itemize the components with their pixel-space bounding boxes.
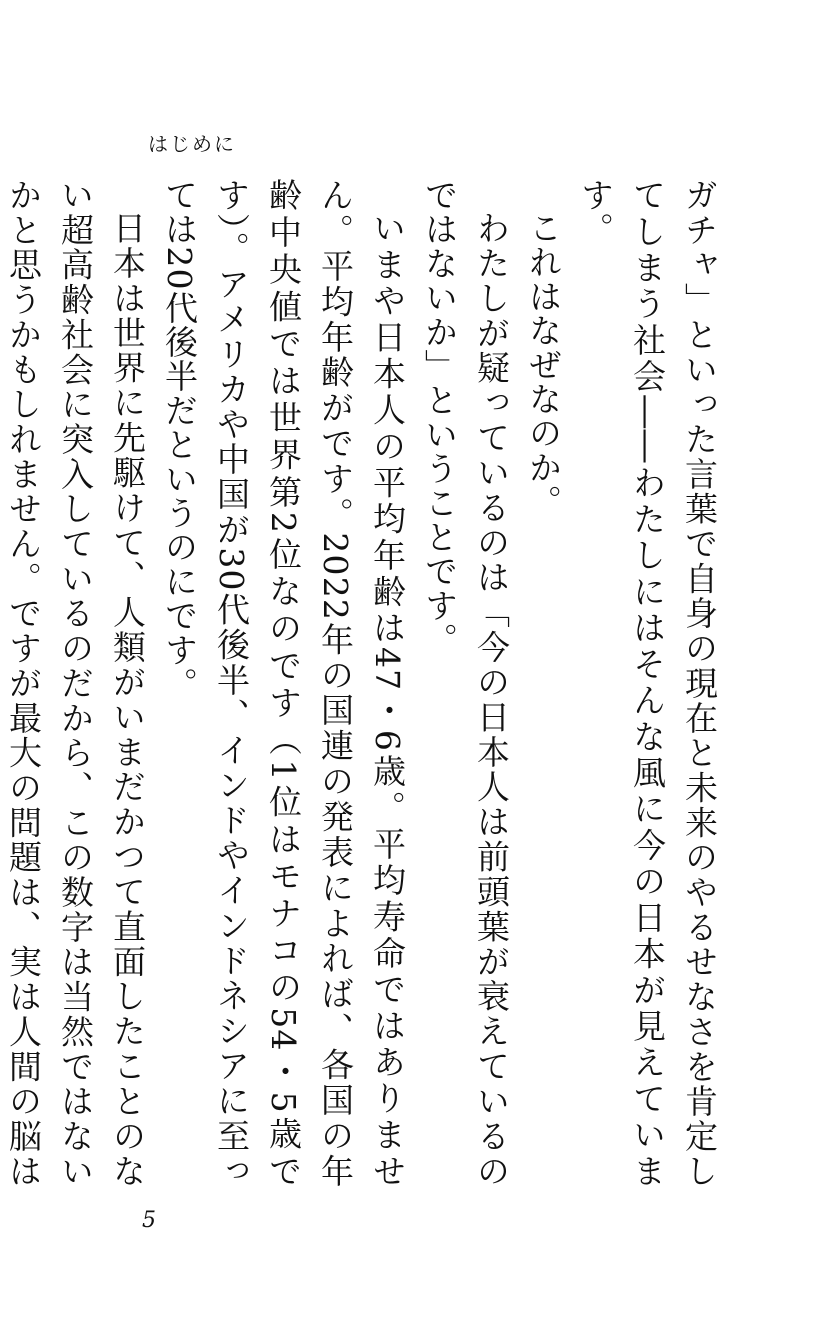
- paragraph-2: これはなぜなのか。: [524, 211, 563, 519]
- paragraph-1: ガチャ」といった言葉で自身の現在と未来のやるせなさを肯定してしまう社会――わたしにはそんな風に今の日本が見えています。: [576, 178, 719, 1188]
- vertical-body-text: [4, 178, 725, 1188]
- chapter-header: はじめに: [148, 132, 236, 156]
- paragraph-5: 日本は世界に先駆けて、人類がいまだかつて直面したことのない超高齢社会に突入しているのだから、この数字は当然ではないかと思うかもしれません。ですが最大の問題は、実は人間の脳は: [4, 178, 147, 1188]
- paragraph-3: わたしが疑っているのは「今の日本人は前頭葉が衰えているのではないか」ということです。: [420, 178, 511, 1188]
- paragraph-4: いまや日本人の平均年齢は47・6歳。平均寿命ではありません。平均年齢がです。2022年の国連の発表によれば、各国の年齢中央値では世界第2位なのです（1位はモナコの54・5歳です）。アメリカや中国が30代後半、インドやインドネシアに至っては20代後半だというのにです。: [160, 178, 407, 1188]
- page-number: 5: [142, 1208, 156, 1233]
